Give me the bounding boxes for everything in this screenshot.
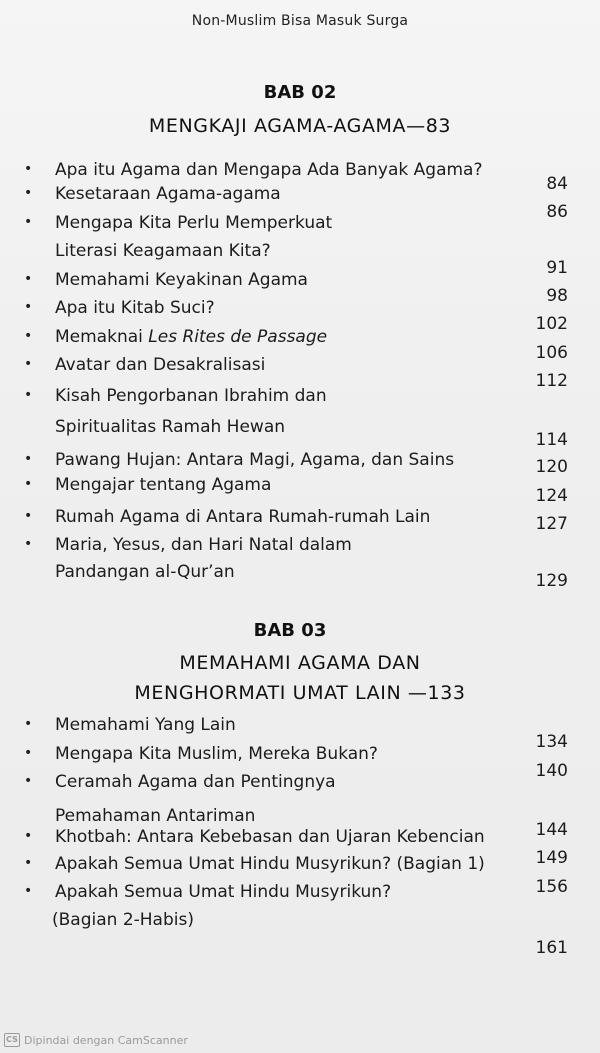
- toc-entry-title: Memahami Keyakinan Agama: [55, 270, 308, 290]
- toc-entry-title: Memahami Yang Lain: [55, 715, 236, 735]
- toc-entry-title: Mengapa Kita Muslim, Mereka Bukan?: [55, 744, 378, 764]
- bullet-icon: •: [24, 536, 33, 552]
- bullet-icon: •: [24, 328, 33, 344]
- bullet-icon: •: [24, 161, 33, 177]
- chapter-title-bab03-line1: MEMAHAMI AGAMA DAN: [179, 652, 421, 674]
- scanner-watermark: [4, 1033, 188, 1047]
- bullet-icon: •: [24, 299, 33, 315]
- toc-entry-page: 161: [535, 938, 568, 958]
- bullet-icon: •: [24, 508, 33, 524]
- toc-entry-title: Apakah Semua Umat Hindu Musyrikun? (Bagian 1): [55, 854, 485, 874]
- toc-entry-title: Khotbah: Antara Kebebasan dan Ujaran Kebencian: [55, 827, 485, 847]
- toc-entry-title-cont: Pandangan al-Qur’an: [55, 562, 235, 582]
- bullet-icon: •: [24, 855, 33, 871]
- bullet-icon: •: [24, 476, 33, 492]
- bullet-icon: •: [24, 356, 33, 372]
- toc-entry[interactable]: [0, 298, 600, 334]
- toc-entry[interactable]: [0, 744, 600, 781]
- toc-entry-title-plain: Memaknai: [55, 327, 149, 347]
- toc-entry[interactable]: [0, 327, 600, 363]
- chapter-label-bab02: BAB 02: [263, 82, 337, 103]
- chapter-title-bab02: MENGKAJI AGAMA-AGAMA—83: [148, 115, 452, 137]
- toc-entry[interactable]: [0, 772, 600, 828]
- bullet-icon: •: [24, 271, 33, 287]
- toc-entry-page: 124: [535, 486, 568, 506]
- camscanner-logo-icon: CS: [4, 1033, 20, 1047]
- toc-entry-page: 156: [535, 877, 568, 897]
- bullet-icon: •: [24, 883, 33, 899]
- toc-entry-page: 149: [535, 848, 568, 868]
- toc-entry[interactable]: [0, 854, 600, 897]
- toc-entry-title: Apakah Semua Umat Hindu Musyrikun?: [55, 882, 392, 902]
- chapter-title-bab03-line2: MENGHORMATI UMAT LAIN —133: [134, 682, 466, 704]
- toc-entry-title: [55, 327, 327, 347]
- toc-entry-title: Avatar dan Desakralisasi: [55, 355, 266, 375]
- bullet-icon: •: [24, 745, 33, 761]
- toc-entry[interactable]: [0, 386, 600, 442]
- running-head: Non-Muslim Bisa Masuk Surga: [191, 13, 409, 29]
- scanner-watermark-text: Dipindai dengan CamScanner: [24, 1033, 188, 1047]
- bullet-icon: •: [24, 387, 33, 403]
- bullet-icon: •: [24, 185, 33, 201]
- toc-entry[interactable]: [0, 715, 600, 752]
- bullet-icon: •: [24, 828, 33, 844]
- toc-entry-title: Ceramah Agama dan Pentingnya: [55, 772, 336, 792]
- bullet-icon: •: [24, 451, 33, 467]
- toc-entry-title: Pawang Hujan: Antara Magi, Agama, dan Sains: [55, 450, 455, 470]
- bullet-icon: •: [24, 716, 33, 732]
- toc-entry[interactable]: [0, 270, 600, 306]
- toc-entry[interactable]: [0, 355, 600, 391]
- toc-entry-title-cont: Spiritualitas Ramah Hewan: [55, 417, 286, 437]
- toc-entry-page: 134: [535, 732, 568, 752]
- toc-entry-title: Apa itu Agama dan Mengapa Ada Banyak Agama?: [55, 160, 483, 180]
- toc-entry-page: 106: [535, 343, 568, 363]
- toc-entry-page: 144: [535, 820, 568, 840]
- toc-entry-title-italic: Les Rites de Passage: [148, 327, 328, 347]
- toc-entry[interactable]: [0, 450, 600, 476]
- toc-entry-page: 98: [546, 286, 568, 306]
- toc-entry-title: Mengajar tentang Agama: [55, 475, 272, 495]
- toc-entry[interactable]: [0, 507, 600, 533]
- toc-entry-page: 91: [546, 258, 568, 278]
- toc-entry-page: 129: [535, 571, 568, 591]
- toc-entry-page: 120: [535, 457, 568, 477]
- toc-entry[interactable]: [0, 475, 600, 506]
- toc-entry-title: Rumah Agama di Antara Rumah-rumah Lain: [55, 507, 431, 527]
- chapter-label-bab03: BAB 03: [253, 620, 327, 641]
- toc-entry-title: Apa itu Kitab Suci?: [55, 298, 215, 318]
- toc-entry-title: Maria, Yesus, dan Hari Natal dalam: [55, 535, 352, 555]
- toc-entry-title-cont: (Bagian 2-Habis): [52, 910, 194, 930]
- toc-entry-page: 114: [535, 430, 568, 450]
- toc-entry-page: 102: [535, 314, 568, 334]
- toc-entry-title: Mengapa Kita Perlu Memperkuat: [55, 213, 333, 233]
- toc-entry-page: 127: [535, 514, 568, 534]
- toc-entry[interactable]: [0, 213, 600, 269]
- toc-entry-title-cont: Pemahaman Antariman: [55, 806, 256, 826]
- toc-entry-title: Kisah Pengorbanan Ibrahim dan: [55, 386, 327, 406]
- toc-entry-page: 86: [546, 202, 568, 222]
- bullet-icon: •: [24, 773, 33, 789]
- toc-entry[interactable]: [0, 184, 600, 222]
- toc-entry-title-cont: Literasi Keagamaan Kita?: [55, 241, 271, 261]
- toc-entry[interactable]: [0, 535, 600, 591]
- toc-entry[interactable]: [0, 882, 600, 938]
- bullet-icon: •: [24, 214, 33, 230]
- toc-entry-page: 112: [535, 371, 568, 391]
- toc-entry-page: 140: [535, 761, 568, 781]
- toc-entry-page: 84: [546, 174, 568, 194]
- toc-entry-title: Kesetaraan Agama-agama: [55, 184, 281, 204]
